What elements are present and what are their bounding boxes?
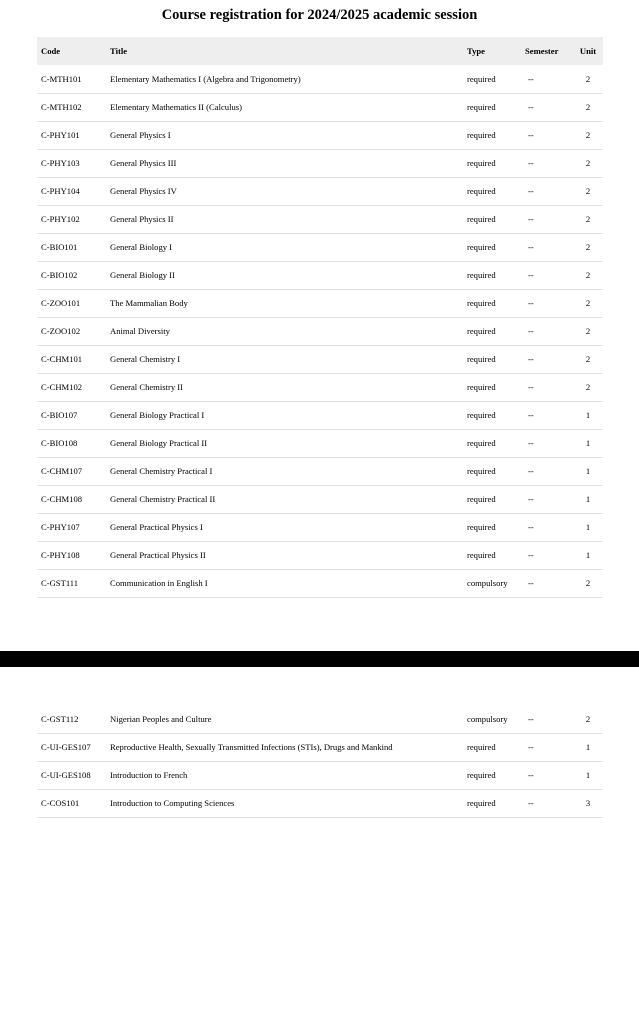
- course-type: compulsory: [467, 713, 508, 724]
- course-unit: 1: [585, 522, 591, 532]
- course-title: Introduction to Computing Sciences: [110, 798, 235, 808]
- table-row: [37, 121, 603, 149]
- course-code: C-GST112: [41, 713, 79, 724]
- course-code: C-GST111: [41, 578, 79, 588]
- course-type: required: [467, 270, 496, 280]
- course-type: required: [467, 494, 496, 504]
- course-code: C-CHM101: [41, 354, 83, 364]
- course-semester: --: [528, 770, 534, 780]
- course-code: C-ZOO101: [41, 298, 81, 308]
- course-title: General Biology II: [110, 270, 175, 280]
- course-unit: 1: [585, 410, 591, 420]
- course-code: C-PHY107: [41, 522, 80, 532]
- course-title: General Biology Practical II: [110, 438, 208, 448]
- table-header-row: [37, 37, 603, 65]
- table-row: [37, 205, 603, 233]
- course-unit: 2: [585, 578, 591, 588]
- course-unit: 2: [585, 130, 591, 140]
- course-title: Nigerian Peoples and Culture: [110, 713, 212, 724]
- course-semester: --: [528, 466, 534, 476]
- course-title: General Physics IV: [110, 186, 177, 196]
- course-title: Reproductive Health, Sexually Transmitted Infections (STIs), Drugs and Mankind: [110, 742, 393, 752]
- course-type: required: [467, 186, 496, 196]
- course-semester: --: [528, 130, 534, 140]
- table-row: [37, 761, 603, 789]
- table-row: [37, 705, 603, 733]
- course-unit: 2: [585, 73, 591, 84]
- course-semester: --: [528, 298, 534, 308]
- course-semester: --: [528, 522, 534, 532]
- course-semester: --: [528, 410, 534, 420]
- course-code: C-PHY103: [41, 158, 80, 168]
- course-type: required: [467, 522, 496, 532]
- table-row: [37, 513, 603, 541]
- course-code: C-UI-GES107: [41, 742, 91, 752]
- course-semester: --: [528, 326, 534, 336]
- column-header-semester: Semester: [525, 46, 559, 56]
- course-semester: --: [528, 270, 534, 280]
- course-type: required: [467, 102, 496, 112]
- course-unit: 2: [585, 186, 591, 196]
- table-row: [37, 401, 603, 429]
- course-unit: 1: [585, 438, 591, 448]
- course-code: C-BIO101: [41, 242, 78, 252]
- course-unit: 2: [585, 382, 591, 392]
- course-type: required: [467, 410, 496, 420]
- course-type: required: [467, 466, 496, 476]
- table-row: [37, 733, 603, 761]
- course-type: required: [467, 438, 496, 448]
- course-code: C-UI-GES108: [41, 770, 91, 780]
- course-type: required: [467, 158, 496, 168]
- course-semester: --: [528, 73, 534, 84]
- course-semester: --: [528, 550, 534, 560]
- course-unit: 1: [585, 770, 591, 780]
- table-row: [37, 289, 603, 317]
- table-row: [37, 569, 603, 597]
- course-type: required: [467, 214, 496, 224]
- course-code: C-COS101: [41, 798, 80, 808]
- course-code: C-PHY102: [41, 214, 80, 224]
- courses-table-continued: [37, 705, 603, 818]
- course-code: C-ZOO102: [41, 326, 81, 336]
- course-type: required: [467, 242, 496, 252]
- table-row: [37, 457, 603, 485]
- table-row: [37, 429, 603, 457]
- course-semester: --: [528, 214, 534, 224]
- table-row: [37, 373, 603, 401]
- course-unit: 1: [585, 466, 591, 476]
- course-type: required: [467, 550, 496, 560]
- course-type: required: [467, 382, 496, 392]
- course-semester: --: [528, 102, 534, 112]
- course-unit: 1: [585, 494, 591, 504]
- column-header-code: Code: [41, 46, 61, 56]
- course-title: The Mammalian Body: [110, 298, 188, 308]
- course-code: C-MTH101: [41, 73, 82, 84]
- course-title: General Chemistry Practical II: [110, 494, 216, 504]
- course-type: required: [467, 798, 496, 808]
- course-unit: 2: [585, 102, 591, 112]
- course-code: C-CHM102: [41, 382, 83, 392]
- course-semester: --: [528, 578, 534, 588]
- course-semester: --: [528, 158, 534, 168]
- course-semester: --: [528, 438, 534, 448]
- course-unit: 2: [585, 326, 591, 336]
- table-row: [37, 233, 603, 261]
- course-type: required: [467, 326, 496, 336]
- course-title: General Practical Physics II: [110, 550, 206, 560]
- courses-table: [37, 37, 603, 598]
- course-semester: --: [528, 494, 534, 504]
- course-unit: 3: [585, 798, 591, 808]
- course-unit: 1: [585, 742, 591, 752]
- course-unit: 1: [585, 550, 591, 560]
- course-type: required: [467, 73, 496, 84]
- course-title: General Physics III: [110, 158, 177, 168]
- page-break-bar: [0, 651, 639, 667]
- table-row: [37, 65, 603, 93]
- course-semester: --: [528, 798, 534, 808]
- course-unit: 2: [585, 298, 591, 308]
- column-header-unit: Unit: [579, 46, 597, 56]
- course-code: C-PHY108: [41, 550, 80, 560]
- course-unit: 2: [585, 270, 591, 280]
- course-title: General Chemistry I: [110, 354, 181, 364]
- course-code: C-CHM108: [41, 494, 83, 504]
- course-code: C-MTH102: [41, 102, 82, 112]
- course-semester: --: [528, 242, 534, 252]
- course-title: General Physics II: [110, 214, 174, 224]
- course-semester: --: [528, 186, 534, 196]
- course-unit: 2: [585, 713, 591, 724]
- course-title: Elementary Mathematics I (Algebra and Trigonometry): [110, 73, 301, 84]
- course-title: Animal Diversity: [110, 326, 170, 336]
- course-title: General Physics I: [110, 130, 171, 140]
- table-row: [37, 149, 603, 177]
- table-row: [37, 93, 603, 121]
- table-row: [37, 261, 603, 289]
- course-unit: 2: [585, 354, 591, 364]
- course-code: C-BIO107: [41, 410, 78, 420]
- course-title: General Practical Physics I: [110, 522, 203, 532]
- course-title: Introduction to French: [110, 770, 188, 780]
- table-row: [37, 789, 603, 817]
- course-type: required: [467, 354, 496, 364]
- course-title: Communication in English I: [110, 578, 208, 588]
- course-unit: 2: [585, 242, 591, 252]
- course-code: C-BIO108: [41, 438, 78, 448]
- course-type: compulsory: [467, 578, 508, 588]
- table-row: [37, 177, 603, 205]
- column-header-type: Type: [467, 46, 485, 56]
- table-row: [37, 317, 603, 345]
- course-semester: --: [528, 382, 534, 392]
- course-type: required: [467, 298, 496, 308]
- course-semester: --: [528, 713, 534, 724]
- course-semester: --: [528, 354, 534, 364]
- course-unit: 2: [585, 214, 591, 224]
- course-title: General Chemistry II: [110, 382, 184, 392]
- course-title: General Biology Practical I: [110, 410, 205, 420]
- course-unit: 2: [585, 158, 591, 168]
- course-semester: --: [528, 742, 534, 752]
- course-title: General Chemistry Practical I: [110, 466, 213, 476]
- column-header-title: Title: [110, 46, 128, 56]
- course-title: Elementary Mathematics II (Calculus): [110, 102, 242, 112]
- course-title: General Biology I: [110, 242, 173, 252]
- course-code: C-PHY101: [41, 130, 80, 140]
- course-type: required: [467, 742, 496, 752]
- page-title: Course registration for 2024/2025 academic session: [161, 7, 478, 23]
- table-row: [37, 485, 603, 513]
- table-row: [37, 541, 603, 569]
- table-row: [37, 345, 603, 373]
- course-code: C-BIO102: [41, 270, 78, 280]
- course-type: required: [467, 770, 496, 780]
- course-type: required: [467, 130, 496, 140]
- course-code: C-CHM107: [41, 466, 83, 476]
- course-code: C-PHY104: [41, 186, 80, 196]
